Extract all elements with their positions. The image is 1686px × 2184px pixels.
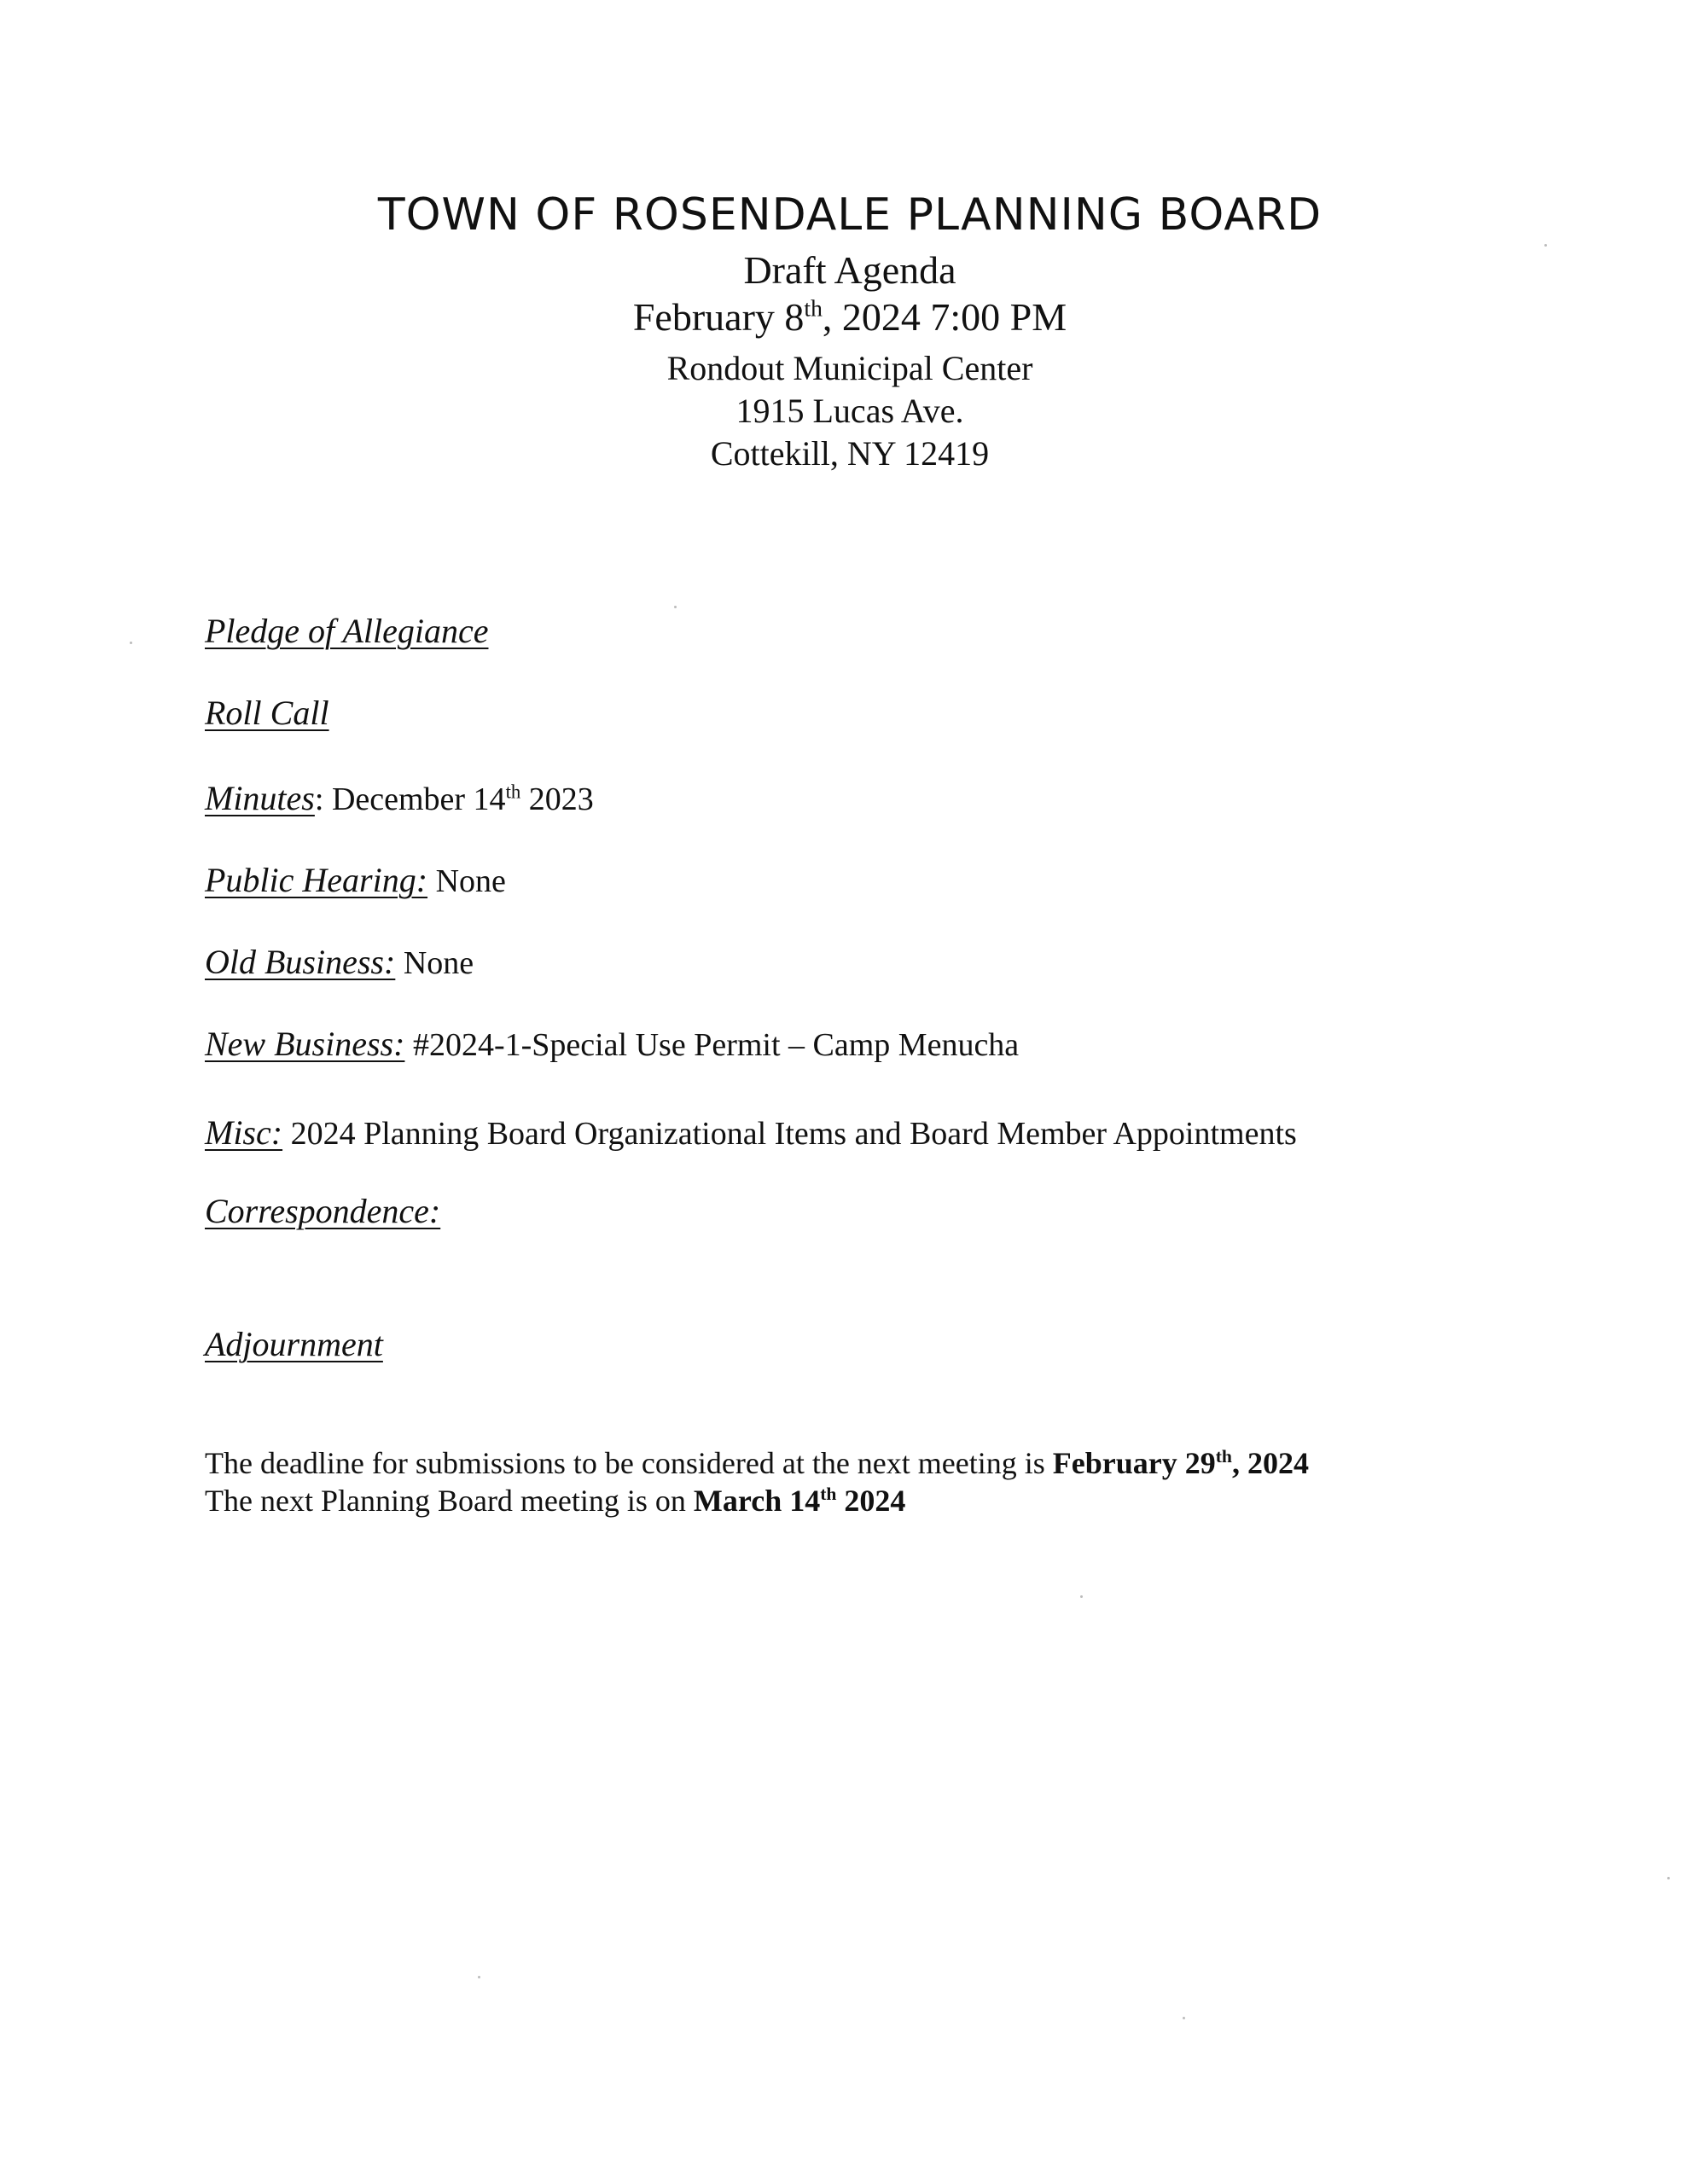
- scan-speck: [1667, 1877, 1670, 1879]
- misc-value: 2024 Planning Board Organizational Items and Board Member Appointments: [282, 1116, 1297, 1152]
- deadline-date-suffix: th: [1215, 1446, 1232, 1467]
- scan-speck: [674, 606, 677, 608]
- scan-speck: [130, 642, 132, 644]
- minutes-separator: :: [314, 781, 324, 817]
- agenda-item-correspondence: [205, 1191, 440, 1231]
- new-business-value: #2024-1-Special Use Permit – Camp Menucha: [404, 1027, 1020, 1063]
- public-hearing-label: Public Hearing:: [205, 861, 428, 899]
- pledge-label: Pledge of Allegiance: [205, 612, 489, 650]
- next-meeting-text: The next Planning Board meeting is on: [205, 1484, 694, 1518]
- next-meeting-date-year: 2024: [836, 1484, 906, 1518]
- scan-speck: [1080, 1595, 1083, 1598]
- next-meeting-date-main: March 14: [693, 1484, 821, 1518]
- minutes-value-suffix: th: [505, 781, 521, 803]
- minutes-label: Minutes: [205, 779, 315, 817]
- new-business-label: New Business:: [205, 1025, 405, 1063]
- submission-deadline: [205, 1445, 1309, 1481]
- deadline-text: The deadline for submissions to be considered at the next meeting is: [205, 1446, 1053, 1480]
- scan-speck: [1183, 2017, 1185, 2019]
- agenda-item-minutes: [205, 778, 594, 818]
- minutes-value: December 14: [323, 781, 506, 817]
- public-hearing-value: None: [427, 863, 506, 899]
- next-meeting-date: [694, 1484, 906, 1518]
- deadline-date: [1053, 1446, 1309, 1480]
- document-title: TOWN OF ROSENDALE PLANNING BOARD: [377, 189, 1323, 241]
- adjournment-label: Adjournment: [205, 1325, 383, 1363]
- agenda-item-public-hearing: [205, 860, 506, 900]
- meeting-date-rest: , 2024 7:00 PM: [822, 295, 1067, 339]
- scan-speck: [1544, 244, 1547, 247]
- document-subtitle: Draft Agenda: [743, 248, 956, 292]
- meeting-city: Cottekill, NY 12419: [710, 434, 990, 473]
- correspondence-label: Correspondence:: [205, 1192, 441, 1230]
- deadline-date-main: February 29: [1052, 1446, 1216, 1480]
- meeting-date-suffix: th: [804, 294, 823, 322]
- roll-call-label: Roll Call: [205, 694, 329, 732]
- misc-label: Misc:: [205, 1113, 283, 1152]
- deadline-date-year: , 2024: [1231, 1446, 1309, 1480]
- meeting-date: [0, 294, 1686, 340]
- agenda-item-roll-call: [205, 693, 329, 733]
- minutes-value-year: 2023: [520, 781, 594, 817]
- agenda-item-pledge: [205, 611, 488, 651]
- scan-speck: [478, 1976, 480, 1978]
- agenda-item-new-business: [205, 1024, 1019, 1064]
- next-meeting-date-suffix: th: [820, 1484, 837, 1504]
- agenda-item-misc: [205, 1112, 1297, 1153]
- meeting-date-month: February 8: [632, 295, 805, 339]
- agenda-item-old-business: [205, 942, 474, 982]
- old-business-value: None: [395, 945, 474, 981]
- old-business-label: Old Business:: [205, 943, 396, 981]
- next-meeting: [205, 1483, 905, 1519]
- meeting-address: 1915 Lucas Ave.: [735, 392, 964, 430]
- meeting-venue: Rondout Municipal Center: [666, 349, 1033, 387]
- agenda-item-adjournment: [205, 1324, 383, 1364]
